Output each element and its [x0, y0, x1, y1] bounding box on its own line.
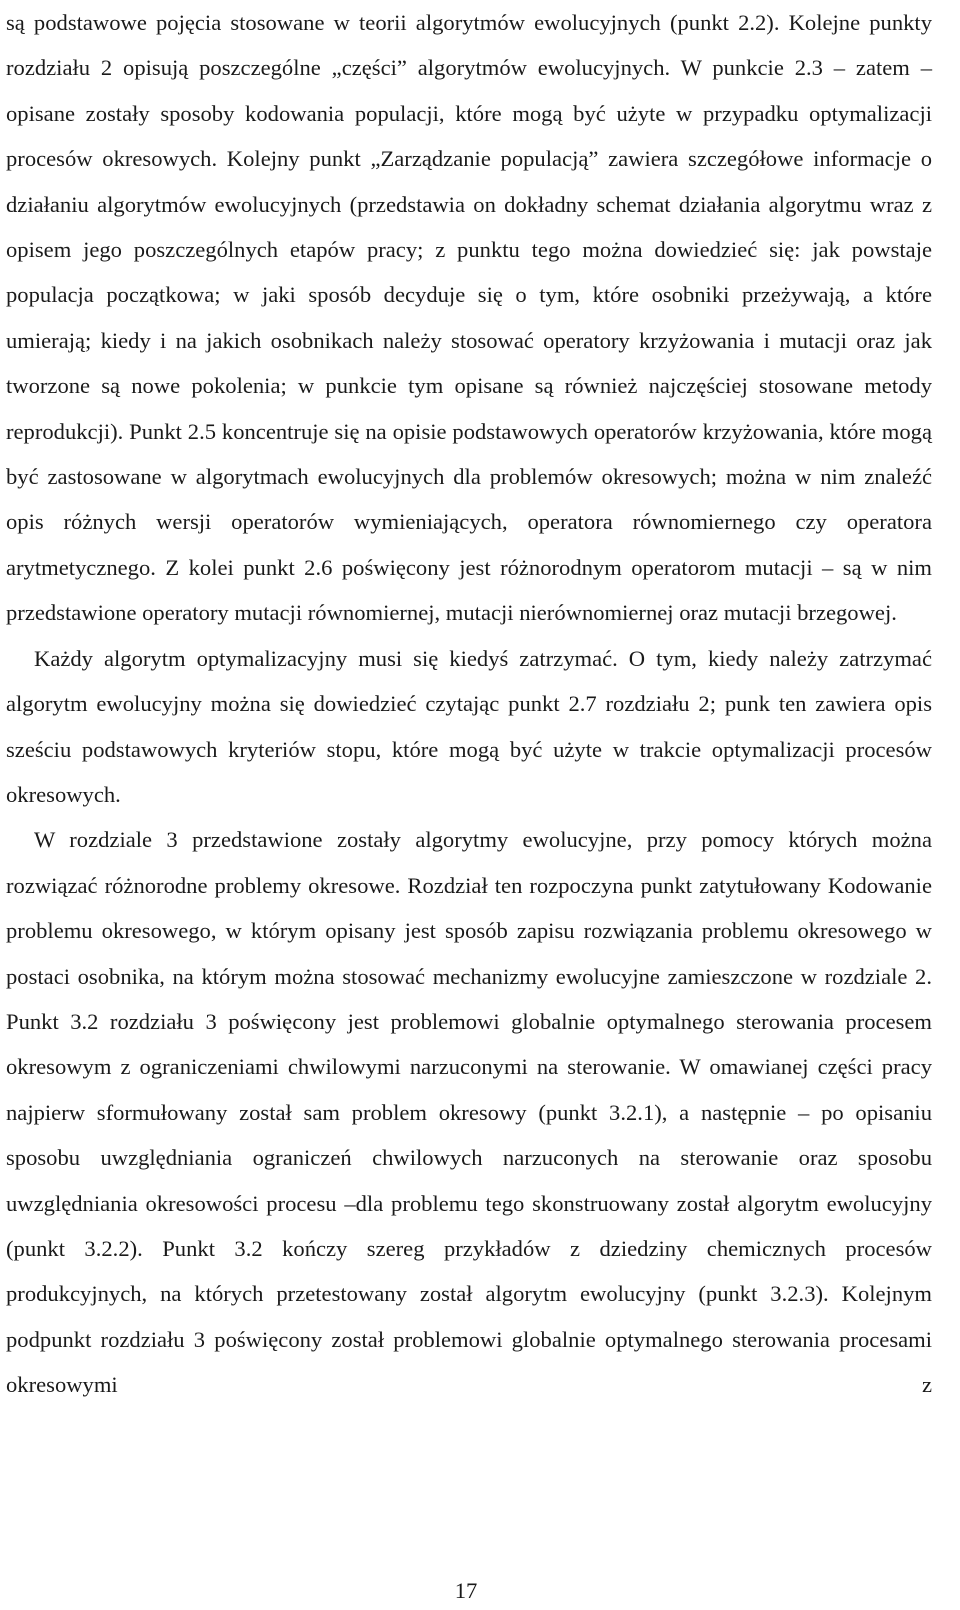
paragraph-3: W rozdziale 3 przedstawione zostały algorytmy ewolucyjne, przy pomocy których można rozwiązać różnorodne problemy okresowe. Rozdział ten rozpoczyna punkt zatytułowany Kodowanie problemu okresowego, w którym opisany jest sposób zapisu rozwiązania problemu okresowego w postaci osobnika, na którym można stosować mechanizmy ewolucyjne zamieszczone w rozdziale 2. Punkt 3.2 rozdziału 3 poświęcony jest problemowi globalnie optymalnego sterowania procesem okresowym z ograniczeniami chwilowymi narzuconymi na sterowanie. W omawianej części pracy najpierw sformułowany został sam problem okresowy (punkt 3.2.1), a następnie – po opisaniu sposobu uwzględniania ograniczeń chwilowych narzuconych na sterowanie oraz sposobu uwzględniania okresowości procesu –dla problemu tego skonstruowany został algorytm ewolucyjny (punkt 3.2.2). Punkt 3.2 kończy szereg przykładów z dziedziny chemicznych procesów produkcyjnych, na których przetestowany został algorytm ewolucyjny (punkt 3.2.3). Kolejnym podpunkt rozdziału 3 poświęcony został problemowi globalnie optymalnego sterowania procesami okresowymi z — [6, 827, 932, 1398]
paragraph-2: Każdy algorytm optymalizacyjny musi się kiedyś zatrzymać. O tym, kiedy należy zatrzymać algorytm ewolucyjny można się dowiedzieć czytając punkt 2.7 rozdziału 2; punk ten zawiera opis sześciu podstawowych kryteriów stopu, które mogą być użyte w trakcie optymalizacji procesów okresowych. — [6, 645, 932, 807]
paragraph-1: są podstawowe pojęcia stosowane w teorii algorytmów ewolucyjnych (punkt 2.2). Kolejne punkty rozdziału 2 opisują poszczególne „części” algorytmów ewolucyjnych. W punkcie 2.3 – zatem – opisane zostały sposoby kodowania populacji, które mogą być użyte w przypadku optymalizacji procesów okresowych. Kolejny punkt „Zarządzanie populacją” zawiera szczegółowe informacje o działaniu algorytmów ewolucyjnych (przedstawia on dokładny schemat działania algorytmu wraz z opisem jego poszczególnych etapów pracy; z punktu tego można dowiedzieć się: jak powstaje populacja początkowa; w jaki sposób decyduje się o tym, które osobniki przeżywają, a które umierają; kiedy i na jakich osobnikach należy stosować operatory krzyżowania i mutacji oraz jak tworzone są nowe pokolenia; w punkcie tym opisane są również najczęściej stosowane metody reprodukcji). Punkt 2.5 koncentruje się na opisie podstawowych operatorów krzyżowania, które mogą być zastosowane w algorytmach ewolucyjnych dla problemów okresowych; można w nim znaleźć opis różnych wersji operatorów wymieniających, operatora równomiernego czy operatora arytmetycznego. Z kolei punkt 2.6 poświęcony jest różnorodnym operatorom mutacji – są w nim przedstawione operatory mutacji równomiernej, mutacji nierównomiernej oraz mutacji brzegowej. — [6, 10, 932, 626]
page-number: 17 — [454, 1578, 478, 1603]
document-body — [6, 0, 932, 1408]
